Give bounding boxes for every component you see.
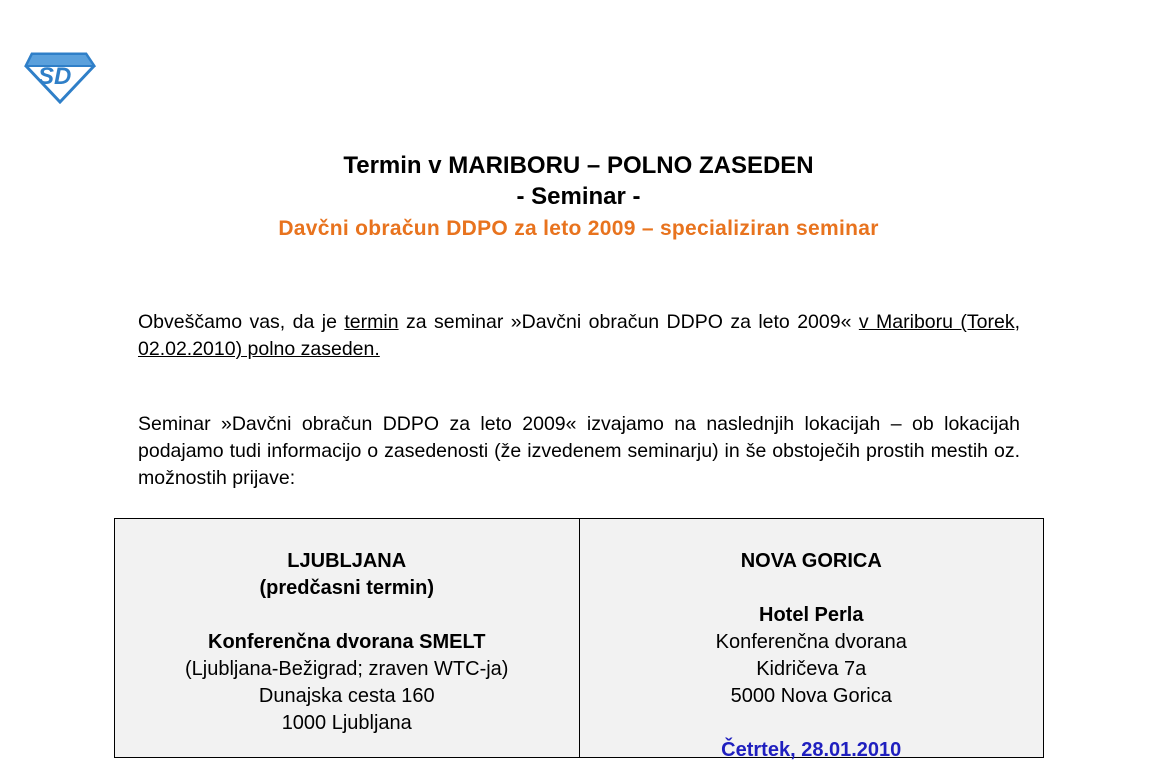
location-venue: Hotel Perla [759,604,864,626]
notice-text-1: Obveščamo vas, da je [138,311,345,333]
locations-table [114,518,1044,761]
location-address-2: Dunajska cesta 160 [258,685,435,707]
title-line-2: - Seminar - [516,183,641,210]
location-city: LJUBLJANA [287,550,407,572]
location-note: (predčasni termin) [259,577,434,599]
location-address-3: 1000 Ljubljana [281,712,412,734]
location-address-2: Kidričeva 7a [756,658,867,680]
location-venue: Konferenčna dvorana SMELT [208,631,486,653]
location-address-3: 5000 Nova Gorica [730,685,892,707]
location-address-1: (Ljubljana-Bežigrad; zraven WTC-ja) [185,658,509,680]
notice-text-2: za seminar »Davčni obračun DDPO za leto 2009« [398,311,859,333]
document-title [0,150,1157,246]
notice-underlined-1: termin [344,311,399,333]
location-address-1: Konferenčna dvorana [715,631,907,653]
seminar-subtitle: Davčni obračun DDPO za leto 2009 – specializiran seminar [278,217,879,240]
intro-paragraph: Seminar »Davčni obračun DDPO za leto 2009« izvajamo na naslednjih lokacijah – ob lokacijah podajamo tudi informacijo o zasedenosti (že izvedenem seminarju) in še obstoječih prostih mestih oz. možnostih prijave: [138,413,1020,489]
location-nova-gorica [580,519,1044,761]
notice-underlined-2: v Mariboru (Torek, 02.02.2010) polno zaseden. [138,311,1020,360]
notice-paragraph [138,309,1020,363]
location-ljubljana [115,519,580,757]
sd-logo-icon [22,48,96,104]
title-line-1: Termin v MARIBORU – POLNO ZASEDEN [343,152,814,179]
location-date: Četrtek, 28.01.2010 [721,739,902,761]
location-city: NOVA GORICA [740,550,882,572]
svg-text:SD: SD [38,63,72,90]
